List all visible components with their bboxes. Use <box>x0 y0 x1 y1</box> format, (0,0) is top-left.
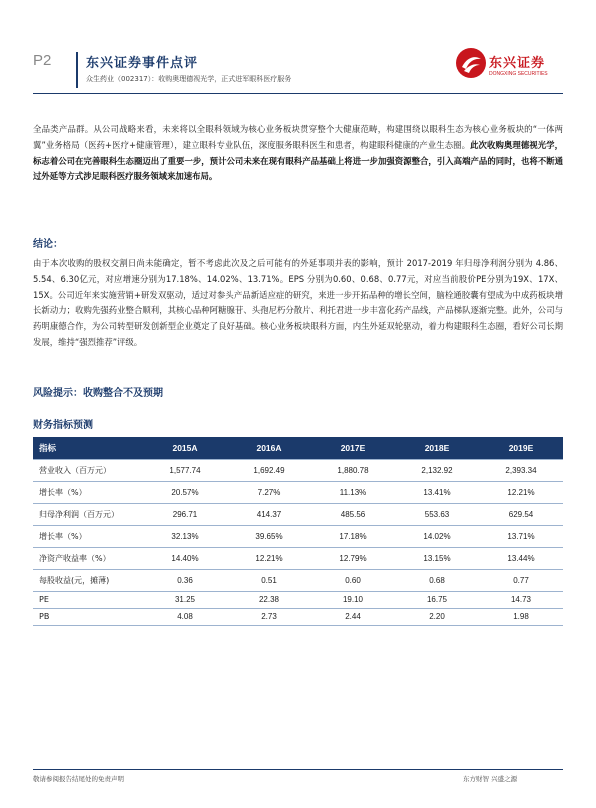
row-label: 归母净利润（百万元） <box>33 503 143 525</box>
table-cell: 1,880.78 <box>311 459 395 481</box>
table-cell: 2,393.34 <box>479 459 563 481</box>
table-cell: 0.60 <box>311 569 395 591</box>
table-cell: 2.44 <box>311 608 395 625</box>
conclusion-paragraph: 由于本次收购的股权交割日尚未能确定，暂不考虑此次及之后可能有的外延事项并表的影响，预计 2017-2019 年归母净利润分别为 4.86、5.54、6.30亿元，对应增速分别为17.18%、14.02%、13.71%。EPS 分别为0.60、0.68、0.77元，对应当前股价PE分别为19X、17X、15X。公司近年来实施营销+研发双驱动，适过对参头产品新适应症的研究，来进一步开拓品种的增长空间，脑栓通胶囊有望成为中成药板块增长新动力；收购先强药业整合顺利，其核心品种阿糖腺苷、头孢尼朽分散片、利托君进一步丰富化药产品线，产品梯队逐渐完整。此外，公司与药明康德合作，为公司转型研发创新型企业奠定了良好基础。核心业务板块眼科方面，内生外延双轮驱动，着力构建眼科生态圈，看好公司长期发展，维持“强烈推荐”评级。 <box>33 258 563 347</box>
table-row <box>33 547 563 569</box>
logo-mark-icon <box>455 47 487 79</box>
table-cell: 14.02% <box>395 525 479 547</box>
financial-forecast-table <box>33 437 563 626</box>
table-row <box>33 608 563 625</box>
table-cell: 0.51 <box>227 569 311 591</box>
table-cell: 296.71 <box>143 503 227 525</box>
row-label: 净资产收益率（%） <box>33 547 143 569</box>
table-row <box>33 525 563 547</box>
table-header-cell: 指标 <box>33 437 143 459</box>
table-cell: 1,577.74 <box>143 459 227 481</box>
table-cell: 13.44% <box>479 547 563 569</box>
table-header-cell: 2015A <box>143 437 227 459</box>
row-label: PE <box>33 591 143 608</box>
table-cell: 17.18% <box>311 525 395 547</box>
row-label: 增长率（%） <box>33 481 143 503</box>
table-cell: 485.56 <box>311 503 395 525</box>
table-cell: 31.25 <box>143 591 227 608</box>
table-header-cell: 2019E <box>479 437 563 459</box>
page-number: P2 <box>33 52 52 69</box>
report-type: 东兴证券事件点评 <box>86 56 199 71</box>
table-cell: 16.75 <box>395 591 479 608</box>
table-header-row <box>33 437 563 459</box>
header-rule <box>33 93 563 94</box>
table-cell: 4.08 <box>143 608 227 625</box>
table-cell: 14.73 <box>479 591 563 608</box>
table-cell: 20.57% <box>143 481 227 503</box>
table-row <box>33 481 563 503</box>
table-cell: 1,692.49 <box>227 459 311 481</box>
table-cell: 629.54 <box>479 503 563 525</box>
intro-paragraph <box>33 122 563 185</box>
row-label: 增长率（%） <box>33 525 143 547</box>
table-cell: 2,132.92 <box>395 459 479 481</box>
table-cell: 2.73 <box>227 608 311 625</box>
table-row <box>33 503 563 525</box>
table-cell: 7.27% <box>227 481 311 503</box>
table-cell: 19.10 <box>311 591 395 608</box>
table-cell: 553.63 <box>395 503 479 525</box>
table-cell: 39.65% <box>227 525 311 547</box>
table-cell: 0.36 <box>143 569 227 591</box>
table-row <box>33 569 563 591</box>
table-row <box>33 591 563 608</box>
table-cell: 13.41% <box>395 481 479 503</box>
table-cell: 13.71% <box>479 525 563 547</box>
risk-heading: 风险提示：收购整合不及预期 <box>33 388 163 399</box>
table-cell: 14.40% <box>143 547 227 569</box>
header-divider <box>76 52 78 88</box>
row-label: 每股收益(元，摊薄) <box>33 569 143 591</box>
row-label: PB <box>33 608 143 625</box>
table-cell: 12.21% <box>227 547 311 569</box>
table-cell: 0.77 <box>479 569 563 591</box>
report-subtitle: 众生药业（002317）：收购奥理德视光学，正式进军眼科医疗服务 <box>86 75 292 83</box>
logo-text-cn: 东兴证券 <box>489 56 546 71</box>
page-header <box>0 0 596 100</box>
table-title: 财务指标预测 <box>33 420 93 431</box>
table-cell: 12.79% <box>311 547 395 569</box>
table-header-cell: 2017E <box>311 437 395 459</box>
footer-rule <box>33 769 563 770</box>
footer-slogan: 东方财智 兴盛之源 <box>463 775 518 783</box>
table-cell: 11.13% <box>311 481 395 503</box>
row-label: 营业收入（百万元） <box>33 459 143 481</box>
table-cell: 22.38 <box>227 591 311 608</box>
conclusion-heading: 结论： <box>33 239 63 250</box>
intro-text: 全品类产品群。从公司战略来看，未来将以全眼科领域为核心业务板块贯穿整个大健康范畴，构建围绕以眼科生态为核心业务板块的“一体两翼”业务格局（医药+医疗+健康管理），建立眼科专业队伍，深度服务眼科医生和患者，构建眼科健康的产业生态圈。 <box>33 124 563 150</box>
logo-text-en: DONGXING SECURITIES <box>489 71 548 77</box>
table-row <box>33 459 563 481</box>
table-cell: 414.37 <box>227 503 311 525</box>
intro-bold-text: 此次收购奥理德视光学，标志着公司在完善眼科生态圈迈出了重要一步，预计公司未来在现有眼科产品基础上将进一步加强资源整合，引入高端产品的同时，也将不断通过外延等方式涉足眼科医疗服务领域来加速布局。 <box>33 139 564 182</box>
table-cell: 0.68 <box>395 569 479 591</box>
table-cell: 32.13% <box>143 525 227 547</box>
table-cell: 2.20 <box>395 608 479 625</box>
table-header-cell: 2016A <box>227 437 311 459</box>
table-header-cell: 2018E <box>395 437 479 459</box>
footer-disclaimer: 敬请参阅报告结尾处的免责声明 <box>33 775 124 783</box>
company-logo <box>455 47 565 87</box>
table-cell: 13.15% <box>395 547 479 569</box>
table-cell: 12.21% <box>479 481 563 503</box>
table-cell: 1.98 <box>479 608 563 625</box>
